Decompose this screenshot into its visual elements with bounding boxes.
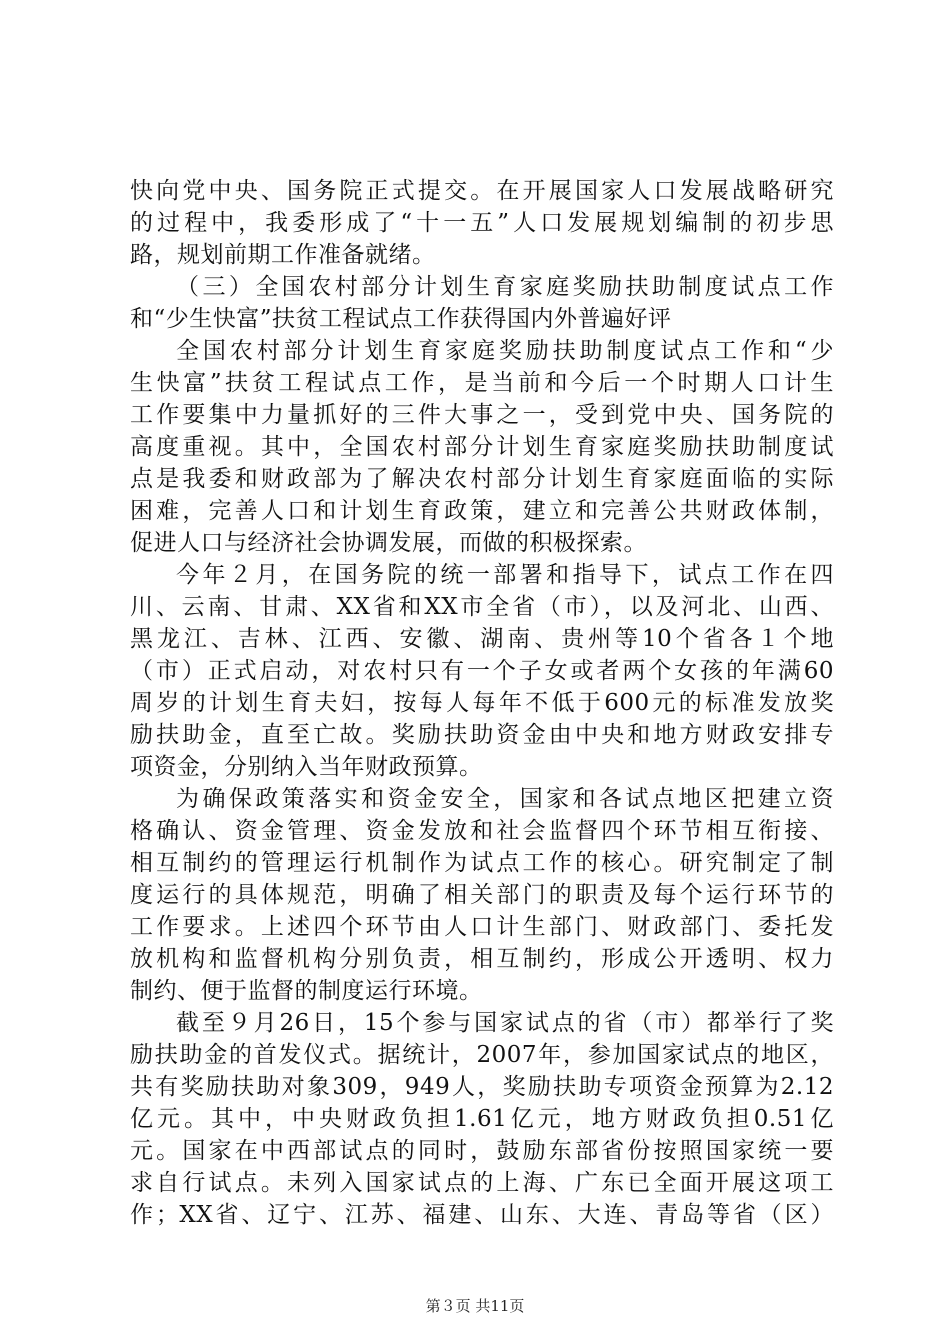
- text-line: 工作要集中力量抓好的三件大事之一，受到党中央、国务院的: [130, 402, 834, 428]
- text-line: 放机构和监督机构分别负责，相互制约，形成公开透明、权力: [130, 946, 834, 972]
- text-line: 项资金，分别纳入当年财政预算。: [130, 754, 483, 780]
- text-line: 截至９月26日，15个参与国家试点的省（市）都举行了奖: [176, 1010, 834, 1036]
- text-line: 工作要求。上述四个环节由人口计生部门、财政部门、委托发: [130, 914, 834, 940]
- text-line: 格确认、资金管理、资金发放和社会监督四个环节相互衔接、: [130, 818, 834, 844]
- text-line: 全国农村部分计划生育家庭奖励扶助制度试点工作和“少: [176, 338, 834, 364]
- text-line: 亿元。其中，中央财政负担1.61亿元，地方财政负担0.51亿: [130, 1106, 834, 1132]
- page-number-footer: 第３页 共11页: [425, 1297, 525, 1315]
- text-line: 快向党中央、国务院正式提交。在开展国家人口发展战略研究: [130, 178, 834, 204]
- text-line: 共有奖励扶助对象309，949人，奖励扶助专项资金预算为2.12: [130, 1074, 834, 1100]
- text-line: 励扶助金的首发仪式。据统计，2007年，参加国家试点的地区，: [130, 1042, 834, 1068]
- text-line: 求自行试点。未列入国家试点的上海、广东已全面开展这项工: [130, 1170, 834, 1196]
- text-line: 元。国家在中西部试点的同时，鼓励东部省份按照国家统一要: [130, 1138, 834, 1164]
- text-line: （市）正式启动，对农村只有一个子女或者两个女孩的年满60: [130, 658, 834, 684]
- section-heading-line: （三）全国农村部分计划生育家庭奖励扶助制度试点工作: [176, 274, 834, 300]
- text-line: 黑龙江、吉林、江西、安徽、湖南、贵州等10个省各１个地: [130, 626, 834, 652]
- text-line: 制约、便于监督的制度运行环境。: [130, 978, 483, 1004]
- text-line: 的过程中，我委形成了“十一五”人口发展规划编制的初步思: [130, 210, 834, 236]
- text-line: 川、云南、甘肃、XX省和XX市全省（市），以及河北、山西、: [130, 594, 834, 620]
- section-heading-line: 和“少生快富”扶贫工程试点工作获得国内外普遍好评: [130, 306, 672, 332]
- text-line: 路，规划前期工作准备就绪。: [130, 242, 436, 268]
- text-line: 为确保政策落实和资金安全，国家和各试点地区把建立资: [176, 786, 834, 812]
- text-line: 高度重视。其中，全国农村部分计划生育家庭奖励扶助制度试: [130, 434, 834, 460]
- text-line: 励扶助金，直至亡故。奖励扶助资金由中央和地方财政安排专: [130, 722, 834, 748]
- text-line: 相互制约的管理运行机制作为试点工作的核心。研究制定了制: [130, 850, 834, 876]
- text-line: 困难，完善人口和计划生育政策，建立和完善公共财政体制，: [130, 498, 834, 524]
- text-line: 点是我委和财政部为了解决农村部分计划生育家庭面临的实际: [130, 466, 834, 492]
- body-text: [130, 175, 834, 1231]
- text-line: 今年２月，在国务院的统一部署和指导下，试点工作在四: [176, 562, 834, 588]
- text-line: 周岁的计划生育夫妇，按每人每年不低于600元的标准发放奖: [130, 690, 834, 716]
- text-line: 作；XX省、辽宁、江苏、福建、山东、大连、青岛等省（区）: [130, 1202, 834, 1228]
- text-line: 促进人口与经济社会协调发展，而做的积极探索。: [130, 530, 647, 556]
- text-line: 生快富”扶贫工程试点工作，是当前和今后一个时期人口计生: [130, 370, 834, 396]
- text-line: 度运行的具体规范，明确了相关部门的职责及每个运行环节的: [130, 882, 834, 908]
